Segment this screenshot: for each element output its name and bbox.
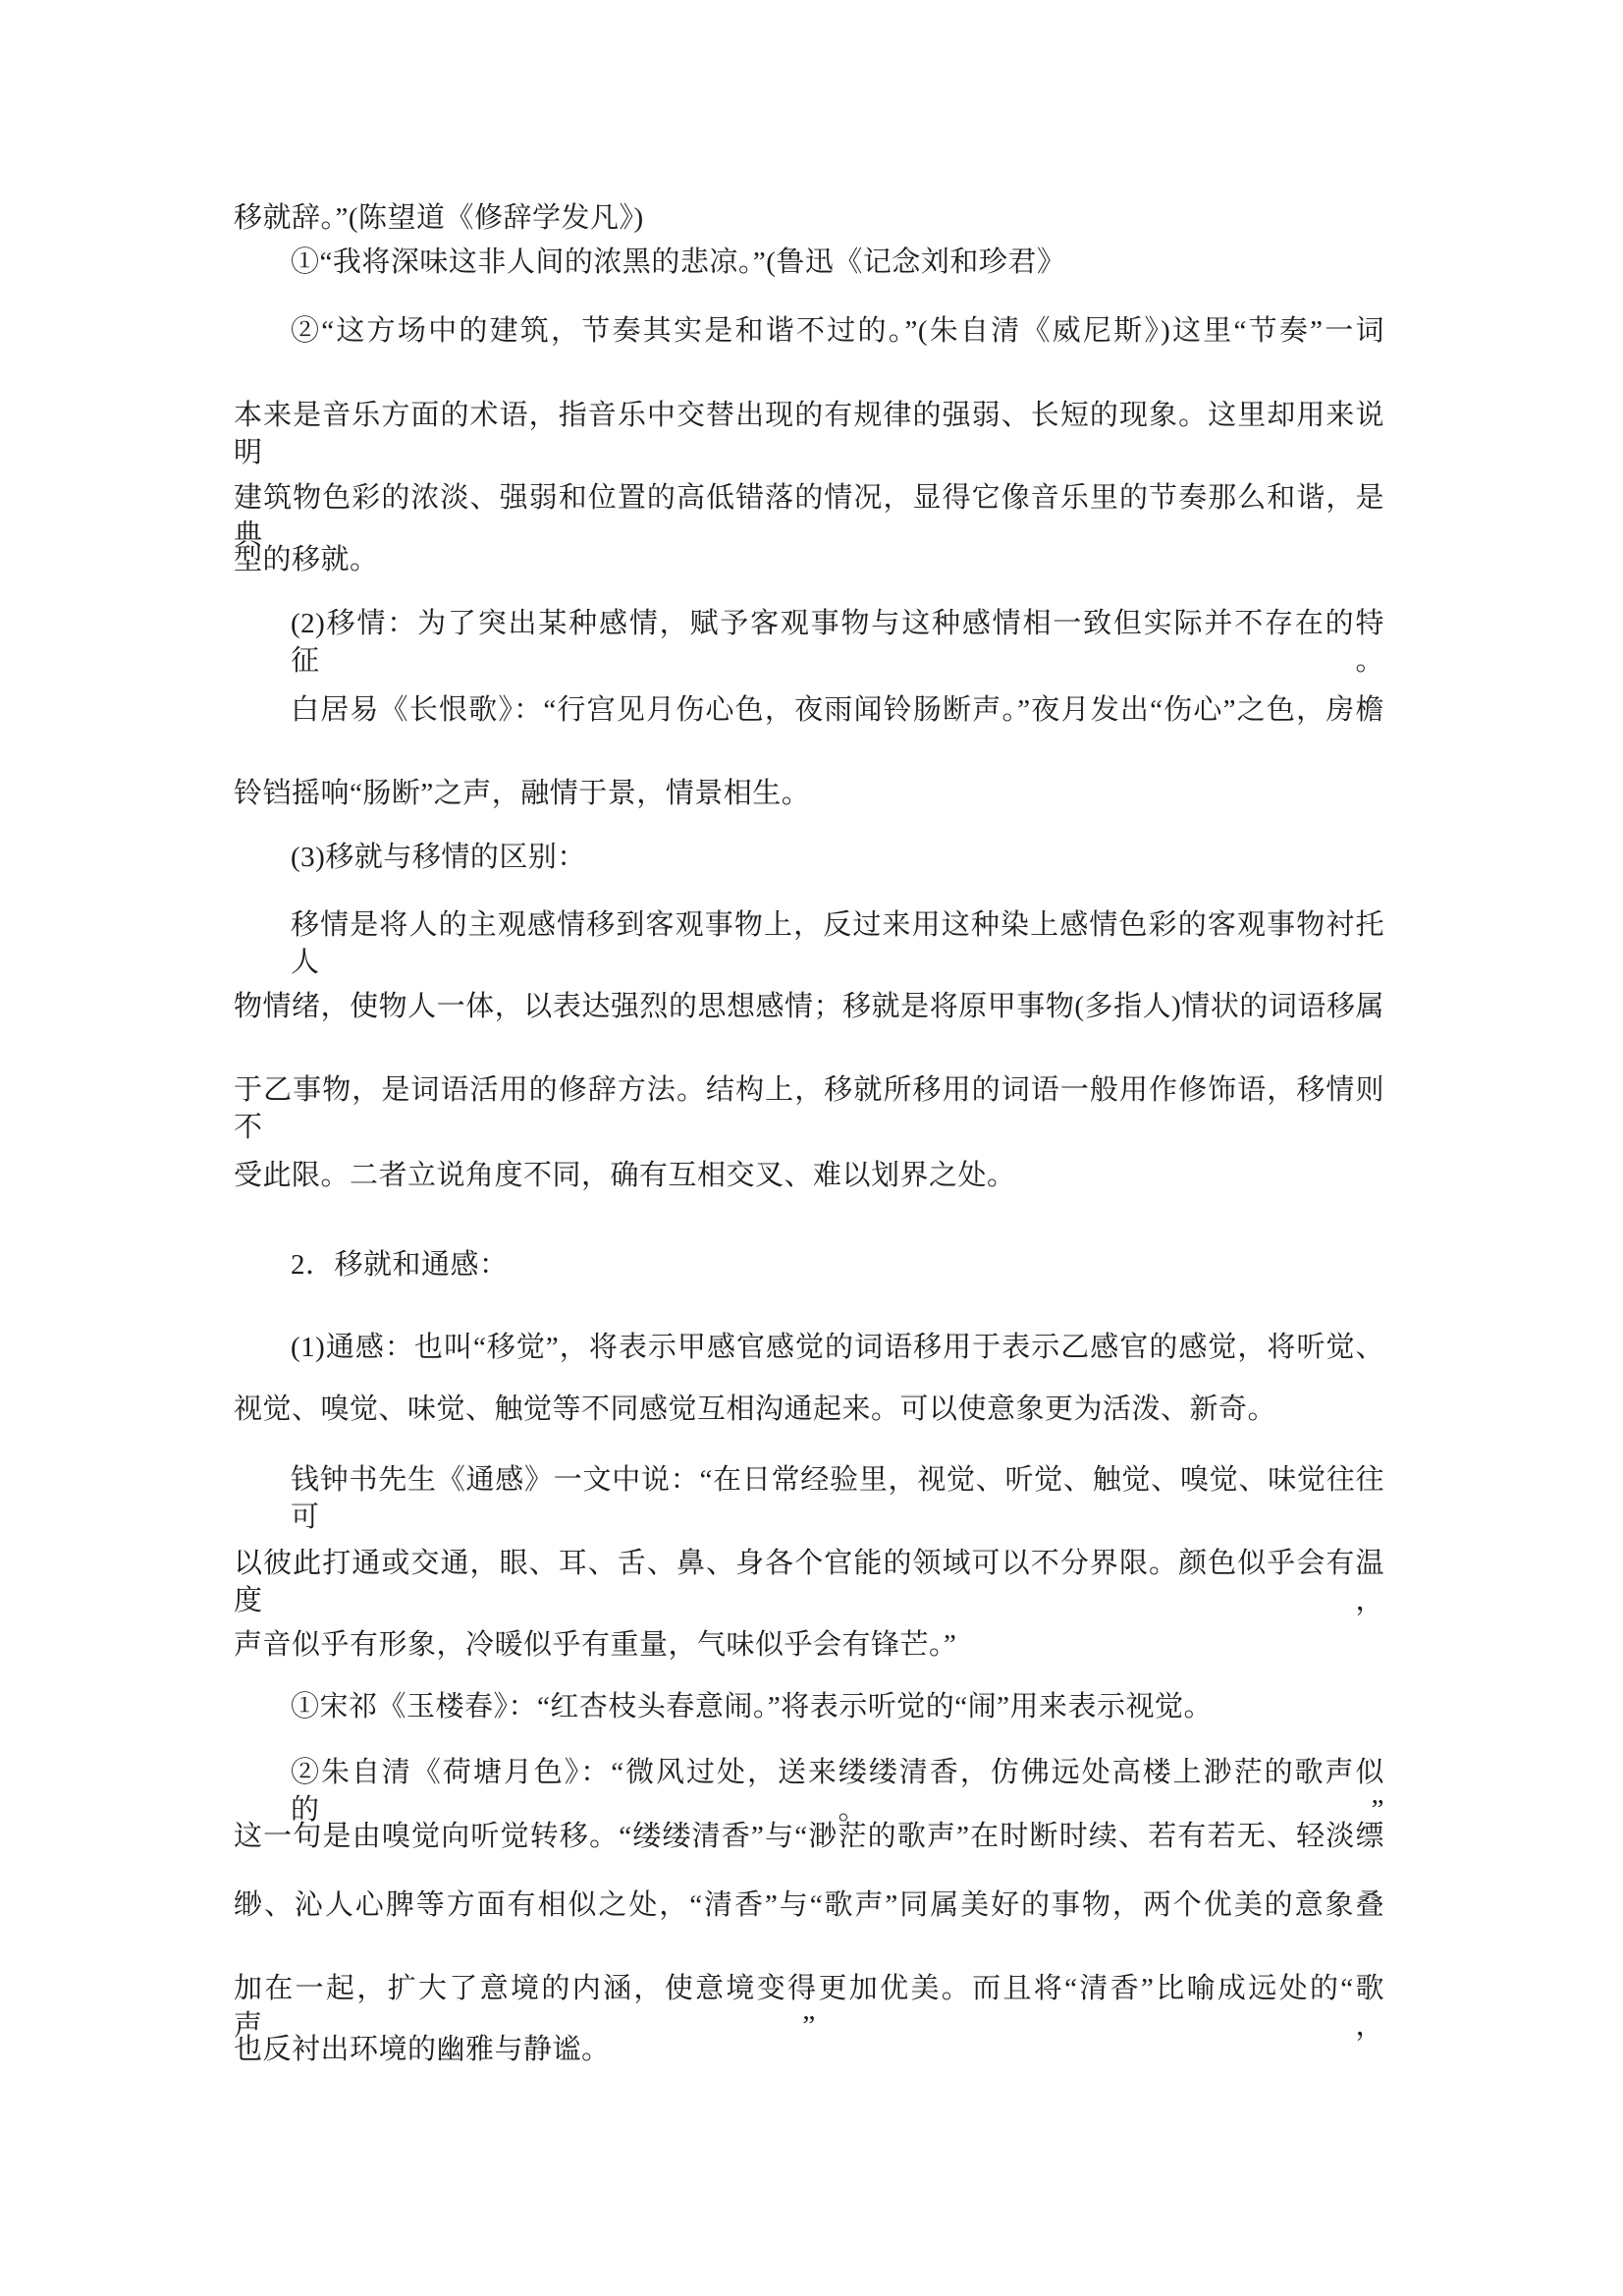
text-line: 缈、沁人心脾等方面有相似之处，“清香”与“歌声”同属美好的事物，两个优美的意象叠 bbox=[234, 1889, 1384, 1921]
text-line: 这一句是由嗅觉向听觉转移。“缕缕清香”与“渺茫的歌声”在时断时续、若有若无、轻淡缥 bbox=[234, 1821, 1384, 1852]
text-line: ②朱自清《荷塘月色》：“微风过处，送来缕缕清香，仿佛远处高楼上渺茫的歌声似的。” bbox=[291, 1757, 1384, 1826]
text-line: 建筑物色彩的浓淡、强弱和位置的高低错落的情况，显得它像音乐里的节奏那么和谐，是典 bbox=[234, 482, 1384, 551]
text-line: 受此限。二者立说角度不同，确有互相交叉、难以划界之处。 bbox=[234, 1160, 1016, 1191]
text-line: 物情绪，使物人一体，以表达强烈的思想感情；移就是将原甲事物(多指人)情状的词语移属 bbox=[234, 991, 1384, 1022]
text-line: 钱钟书先生《通感》一文中说：“在日常经验里，视觉、听觉、触觉、嗅觉、味觉往往可 bbox=[291, 1464, 1384, 1533]
text-line: 白居易《长恨歌》：“行宫见月伤心色，夜雨闻铃肠断声。”夜月发出“伤心”之色，房檐 bbox=[291, 694, 1384, 726]
text-line: 于乙事物，是词语活用的修辞方法。结构上，移就所移用的词语一般用作修饰语，移情则不 bbox=[234, 1074, 1384, 1143]
text-line: 本来是音乐方面的术语，指音乐中交替出现的有规律的强弱、长短的现象。这里却用来说明 bbox=[234, 400, 1384, 468]
text-line: 型的移就。 bbox=[234, 544, 379, 575]
text-line: 铃铛摇响“肠断”之声，融情于景，情景相生。 bbox=[234, 778, 811, 809]
text-line: 2．移就和通感： bbox=[291, 1249, 509, 1281]
text-line: ②“这方场中的建筑，节奏其实是和谐不过的。”(朱自清《威尼斯》)这里“节奏”一词 bbox=[291, 315, 1384, 347]
text-line: 声音似乎有形象，冷暖似乎有重量，气味似乎会有锋芒。” bbox=[234, 1629, 957, 1661]
text-line: (1)通感：也叫“移觉”，将表示甲感官感觉的词语移用于表示乙感官的感觉，将听觉、 bbox=[291, 1332, 1384, 1363]
text-line: 视觉、嗅觉、味觉、触觉等不同感觉互相沟通起来。可以使意象更为活泼、新奇。 bbox=[234, 1394, 1277, 1425]
text-line: ①“我将深味这非人间的浓黑的悲凉。”(鲁迅《记念刘和珍君》 bbox=[291, 246, 1066, 278]
text-line: ①宋祁《玉楼春》：“红杏枝头春意闹。”将表示听觉的“闹”用来表示视觉。 bbox=[291, 1691, 1213, 1722]
text-line: 移情是将人的主观感情移到客观事物上，反过来用这种染上感情色彩的客观事物衬托人 bbox=[291, 909, 1384, 978]
text-line: 也反衬出环境的幽雅与静谧。 bbox=[234, 2034, 611, 2065]
text-line: 移就辞。”(陈望道《修辞学发凡》) bbox=[234, 202, 644, 234]
text-line: 以彼此打通或交通，眼、耳、舌、鼻、身各个官能的领域可以不分界限。颜色似乎会有温度， bbox=[234, 1548, 1384, 1616]
text-line: (3)移就与移情的区别： bbox=[291, 842, 586, 873]
text-line: 加在一起，扩大了意境的内涵，使意境变得更加优美。而且将“清香”比喻成远处的“歌声”， bbox=[234, 1973, 1384, 2042]
text-line: (2)移情：为了突出某种感情，赋予客观事物与这种感情相一致但实际并不存在的特征。 bbox=[291, 608, 1384, 677]
